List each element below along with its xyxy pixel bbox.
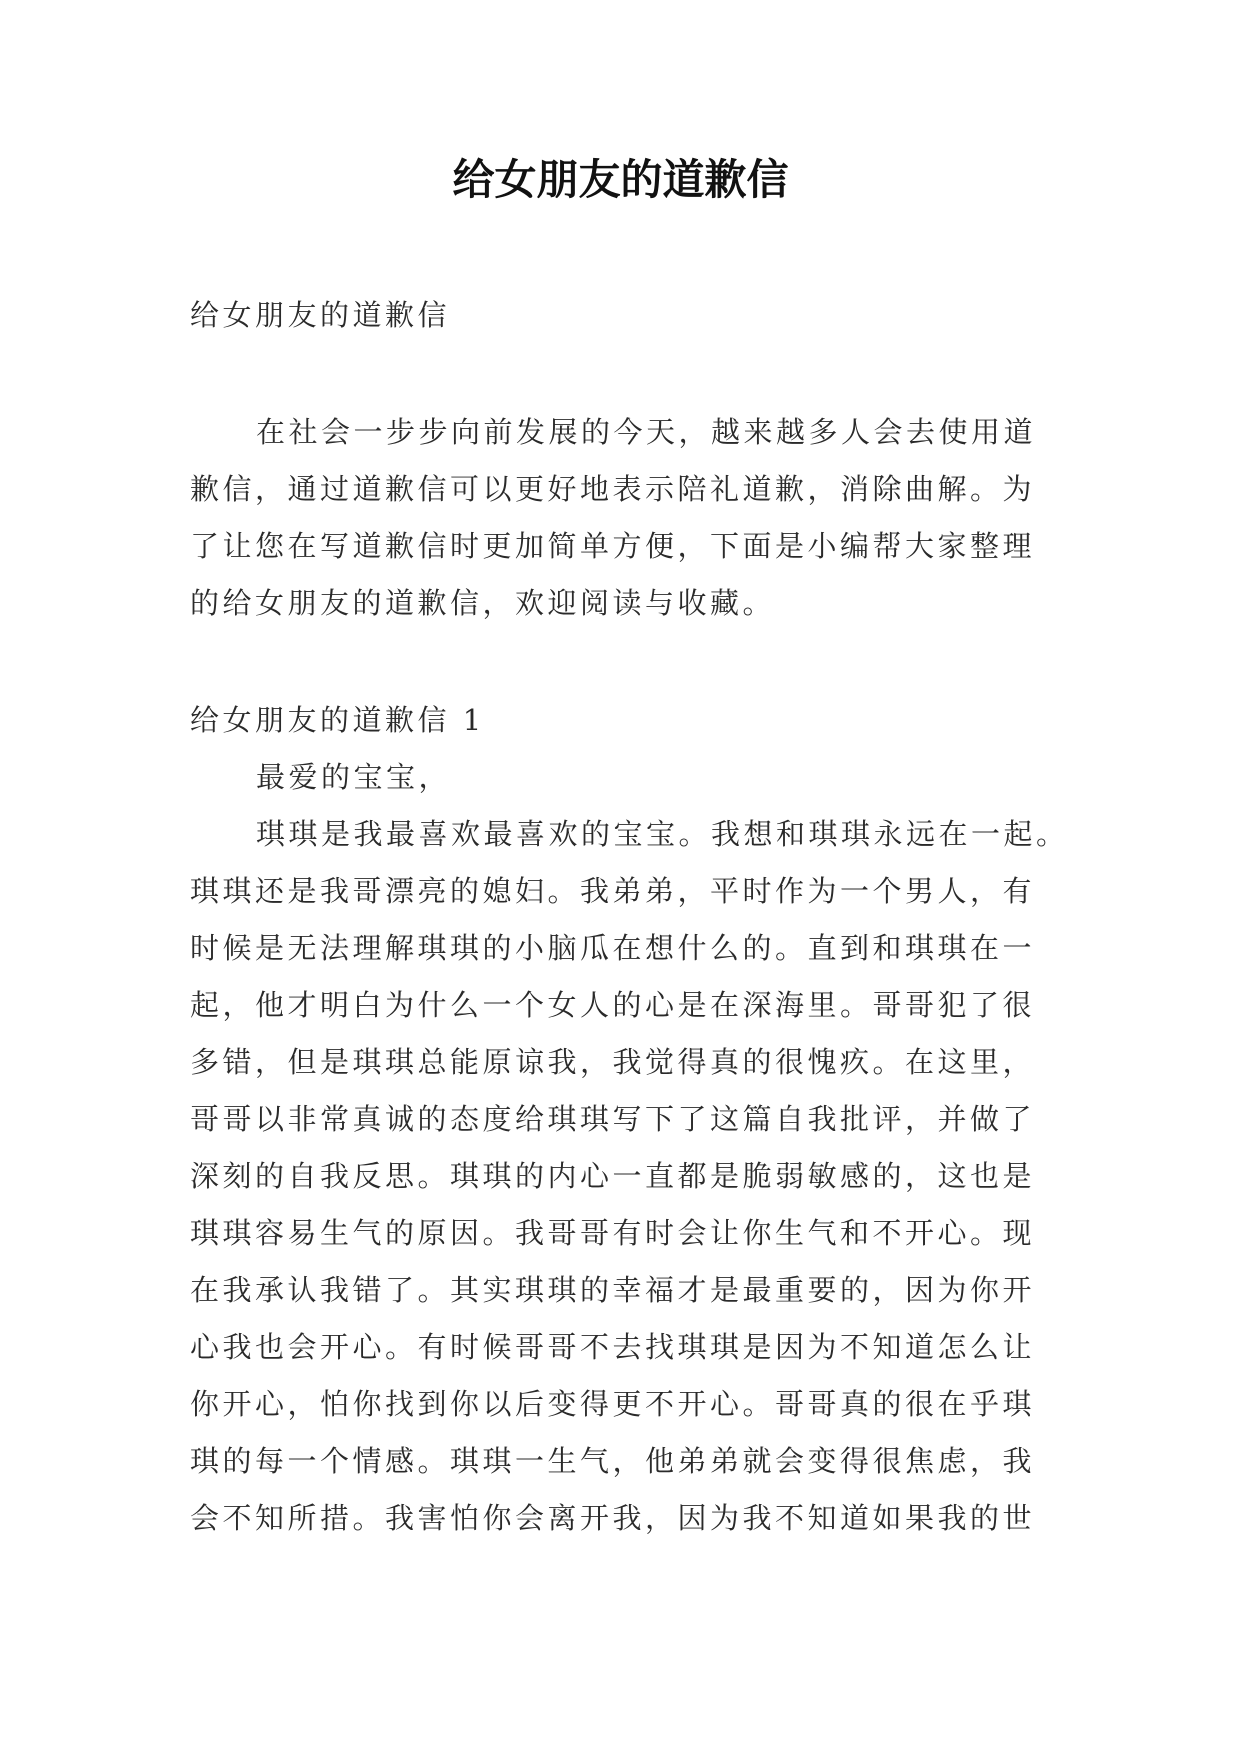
body-line: 琪琪容易生气的原因。我哥哥有时会让你生气和不开心。现: [190, 1216, 1036, 1250]
body-line: 琪琪是我最喜欢最喜欢的宝宝。我想和琪琪永远在一起。: [256, 817, 1069, 851]
intro-line: 的给女朋友的道歉信，欢迎阅读与收藏。: [190, 586, 776, 620]
body-line: 会不知所措。我害怕你会离开我，因为我不知道如果我的世: [190, 1501, 1036, 1535]
body-line: 时候是无法理解琪琪的小脑瓜在想什么的。直到和琪琪在一: [190, 931, 1036, 965]
body-line: 心我也会开心。有时候哥哥不去找琪琪是因为不知道怎么让: [190, 1330, 1036, 1364]
document-title: 给女朋友的道歉信: [452, 155, 789, 204]
body-line: 哥哥以非常真诚的态度给琪琪写下了这篇自我批评，并做了: [190, 1102, 1036, 1136]
intro-line: 在社会一步步向前发展的今天，越来越多人会去使用道: [256, 415, 1037, 449]
body-line: 在我承认我错了。其实琪琪的幸福才是最重要的，因为你开: [190, 1273, 1036, 1307]
document-subtitle: 给女朋友的道歉信: [190, 298, 451, 332]
intro-line: 了让您在写道歉信时更加简单方便，下面是小编帮大家整理: [190, 529, 1036, 563]
body-line: 多错，但是琪琪总能原谅我，我觉得真的很愧疚。在这里，: [190, 1045, 1036, 1079]
body-line: 起，他才明白为什么一个女人的心是在深海里。哥哥犯了很: [190, 988, 1036, 1022]
body-line: 琪琪还是我哥漂亮的媳妇。我弟弟，平时作为一个男人，有: [190, 874, 1036, 908]
greeting: 最爱的宝宝，: [256, 760, 452, 794]
body-line: 琪的每一个情感。琪琪一生气，他弟弟就会变得很焦虑，我: [190, 1444, 1036, 1478]
body-line: 深刻的自我反思。琪琪的内心一直都是脆弱敏感的，这也是: [190, 1159, 1036, 1193]
body-line: 你开心，怕你找到你以后变得更不开心。哥哥真的很在乎琪: [190, 1387, 1036, 1421]
intro-line: 歉信，通过道歉信可以更好地表示陪礼道歉，消除曲解。为: [190, 472, 1036, 506]
section-heading: 给女朋友的道歉信 1: [190, 703, 485, 737]
